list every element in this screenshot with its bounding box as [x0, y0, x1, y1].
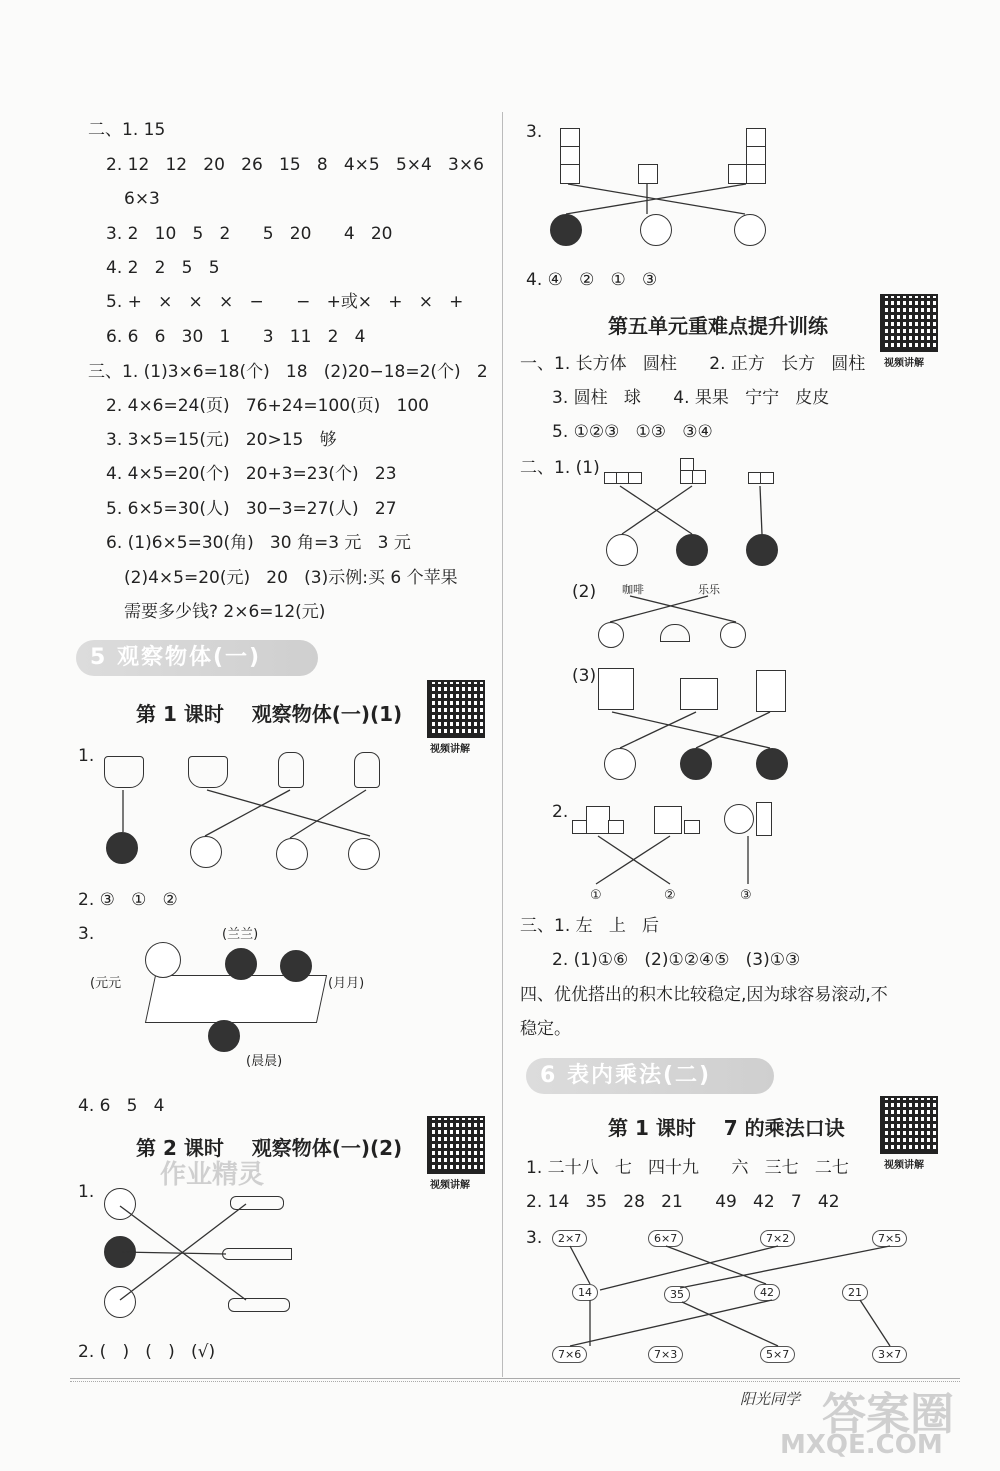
object-label: 乐乐 — [698, 583, 720, 596]
name-lanlan: (兰兰) — [222, 927, 259, 942]
answer-line: 5. ①②③ ①③ ③④ — [552, 422, 713, 442]
faint-stamp: 作业精灵 — [160, 1160, 265, 1190]
answer-line: 2. 12 12 20 26 15 8 4×5 5×4 3×6 — [106, 155, 484, 175]
answer-line: 4. 2 2 5 5 — [106, 258, 220, 278]
answer-line: 4. 4×5=20(个) 20+3=23(个) 23 — [106, 464, 397, 484]
sub-question: (3) — [572, 666, 597, 686]
question-number: 二、1. (1) — [520, 458, 600, 478]
expression-card: 3×7 — [872, 1346, 907, 1363]
qr-label: 视频讲解 — [884, 1160, 924, 1171]
name-chenchen: (晨晨) — [246, 1054, 283, 1069]
answer-line: 2. ( ) ( ) (√) — [78, 1342, 216, 1362]
answer-line: 2. ③ ① ② — [78, 890, 178, 910]
answer-line: 三、1. 左 上 后 — [520, 916, 660, 936]
product-card: 14 — [572, 1284, 598, 1301]
answer-line: 2. (1)①⑥ (2)①②④⑤ (3)①③ — [552, 950, 801, 970]
answer-line: 5. + × × × − − +或× + × + — [106, 292, 464, 312]
object-label: 咖啡 — [622, 583, 644, 596]
expression-card: 7×2 — [760, 1230, 795, 1247]
qr-label: 视频讲解 — [884, 358, 924, 369]
answer-line: 四、优优搭出的积木比较稳定,因为球容易滚动,不 — [520, 985, 888, 1005]
circle-number: ③ — [740, 888, 752, 903]
question-number: 3. — [526, 1228, 543, 1248]
answer-line: 3. 圆柱 球 4. 果果 宁宁 皮皮 — [552, 388, 830, 408]
answer-line: 6. (1)6×5=30(角) 30 角=3 元 3 元 — [106, 533, 411, 553]
unit5-banner: 5 观察物体(一) — [76, 640, 318, 676]
answer-line: (2)4×5=20(元) 20 (3)示例:买 6 个苹果 — [124, 568, 458, 588]
product-card: 42 — [754, 1284, 780, 1301]
question-number: 3. — [526, 122, 543, 142]
expression-card: 7×5 — [872, 1230, 907, 1247]
answer-line: 6×3 — [124, 189, 160, 209]
question-number: 1. — [78, 746, 95, 766]
answer-line: 三、1. (1)3×6=18(个) 18 (2)20−18=2(个) 2 — [88, 362, 488, 382]
lesson7-title: 第 1 课时 7 的乘法口诀 — [608, 1116, 845, 1140]
sub-question: (2) — [572, 582, 597, 602]
answer-line: 稳定。 — [520, 1019, 571, 1039]
answer-line: 5. 6×5=30(人) 30−3=27(人) 27 — [106, 499, 397, 519]
unit5-review-title: 第五单元重难点提升训练 — [608, 314, 828, 338]
expression-card: 7×6 — [552, 1346, 587, 1363]
answer-line: 4. 6 5 4 — [78, 1096, 165, 1116]
unit6-banner: 6 表内乘法(二) — [526, 1058, 774, 1094]
expression-card: 7×3 — [648, 1346, 683, 1363]
answer-line: 2. 4×6=24(页) 76+24=100(页) 100 — [106, 396, 429, 416]
question-number: 2. — [552, 802, 569, 822]
watermark-url: MXQE.COM — [780, 1430, 943, 1460]
answer-line: 3. 2 10 5 2 5 20 4 20 — [106, 224, 393, 244]
question-number: 3. — [78, 924, 95, 944]
expression-card: 6×7 — [648, 1230, 683, 1247]
question-number: 1. — [78, 1182, 95, 1202]
lesson1-title: 第 1 课时 观察物体(一)(1) — [136, 702, 403, 726]
watermark: 答案圈 — [822, 1389, 954, 1440]
answer-line: 一、1. 长方体 圆柱 2. 正方 长方 圆柱 — [520, 354, 866, 374]
answer-line: 3. 3×5=15(元) 20>15 够 — [106, 430, 337, 450]
name-yueyue: (月月) — [328, 976, 365, 991]
circle-number: ② — [664, 888, 676, 903]
qr-label: 视频讲解 — [430, 1180, 470, 1191]
brand-logo: 阳光同学 — [740, 1390, 801, 1408]
product-card: 35 — [664, 1286, 690, 1303]
answer-line: 需要多少钱? 2×6=12(元) — [124, 602, 326, 622]
circle-number: ① — [590, 888, 602, 903]
answer-line: 二、1. 15 — [88, 120, 166, 140]
expression-card: 2×7 — [552, 1230, 587, 1247]
product-card: 21 — [842, 1284, 868, 1301]
lesson2-title: 第 2 课时 观察物体(一)(2) — [136, 1136, 403, 1160]
answer-line: 4. ④ ② ① ③ — [526, 270, 658, 290]
name-yuanyuan: (元元 — [90, 976, 122, 991]
answer-line: 2. 14 35 28 21 49 42 7 42 — [526, 1192, 840, 1212]
answer-line: 1. 二十八 七 四十九 六 三七 二七 — [526, 1158, 849, 1178]
qr-label: 视频讲解 — [430, 744, 470, 755]
expression-card: 5×7 — [760, 1346, 795, 1363]
answer-line: 6. 6 6 30 1 3 11 2 4 — [106, 327, 366, 347]
